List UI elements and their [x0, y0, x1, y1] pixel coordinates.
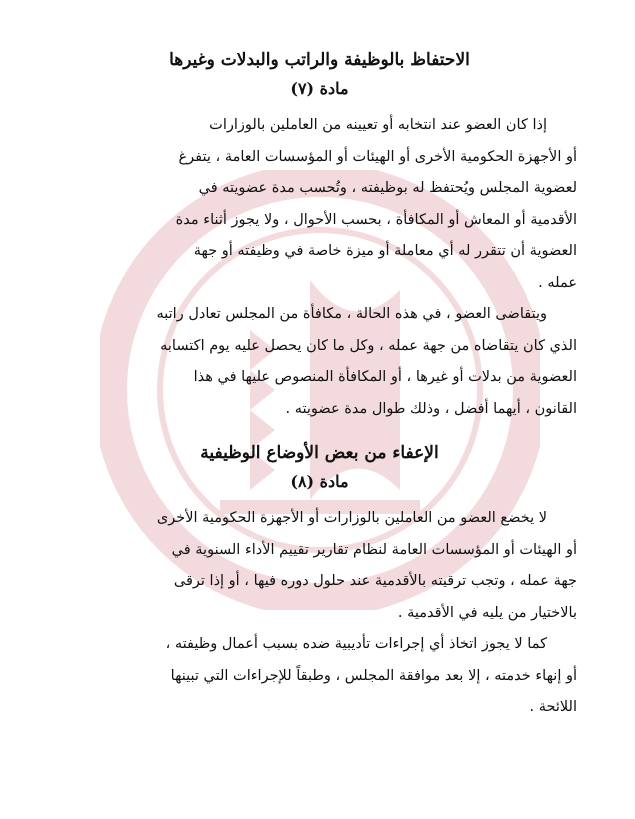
text-line: العضوية أن تتقرر له أي معاملة أو ميزة خاصة في وظيفته أو جهة [193, 243, 577, 259]
section-retention [62, 40, 577, 425]
text-line: كما لا يجوز اتخاذ أي إجراءات تأديبية ضده بسبب أعمال وظيفته ، [165, 636, 547, 652]
text-line: الذي كان يتقاضاه من جهة عمله ، وكل ما كان يحصل عليه يوم اكتسابه [160, 337, 577, 354]
article-number: مادة (٧) [290, 79, 349, 98]
text-line: العضوية من بدلات أو غيرها ، أو المكافأة المنصوص عليها في هذا [193, 369, 577, 385]
text-line: إذا كان العضو عند انتخابه أو تعيينه من العاملين بالوزارات [209, 117, 547, 133]
text-line: أو الأجهزة الحكومية الأخرى أو الهيئات أو المؤسسات العامة ، يتفرغ [178, 148, 577, 165]
text-line: اللائحة . [529, 699, 577, 715]
text-line: عمله . [538, 274, 577, 291]
text-line: أو إنهاء خدمته ، إلا بعد موافقة المجلس ، وطبقاً للإجراءات التي تبينها [170, 667, 577, 684]
text-line: القانون ، أيهما أفضل ، وذلك طوال مدة عضويته . [285, 400, 577, 417]
paragraph [62, 299, 577, 425]
document-page [62, 40, 577, 724]
section-exemption [62, 433, 577, 724]
article-number: مادة (٨) [290, 472, 349, 491]
paragraph [62, 503, 577, 629]
text-line: بالاختيار من يليه في الأقدمية . [397, 604, 577, 621]
text-line: ويتقاضى العضو ، في هذه الحالة ، مكافأة من المجلس تعادل راتبه [156, 306, 547, 322]
paragraph [62, 110, 577, 299]
text-line: جهة عمله ، وتجب ترقيته بالأقدمية عند حلول دوره فيها ، أو إذا ترقى [173, 573, 577, 589]
section-heading: الإعفاء من بعض الأوضاع الوظيفية [200, 443, 439, 463]
paragraph [62, 629, 577, 724]
text-line: أو الهيئات أو المؤسسات العامة لنظام تقارير تقييم الأداء السنوية في [171, 541, 577, 558]
text-line: لا يخضع العضو من العاملين بالوزارات أو الأجهزة الحكومية الأخرى [156, 510, 547, 526]
text-line: لعضوية المجلس ويُحتفظ له بوظيفته ، وتُحسب مدة عضويته في [198, 180, 577, 196]
text-line: الأقدمية أو المعاش أو المكافأة ، بحسب الأحوال ، ولا يجوز أثناء مدة [175, 211, 577, 228]
section-heading: الاحتفاظ بالوظيفة والراتب والبدلات وغيرها [169, 50, 470, 70]
